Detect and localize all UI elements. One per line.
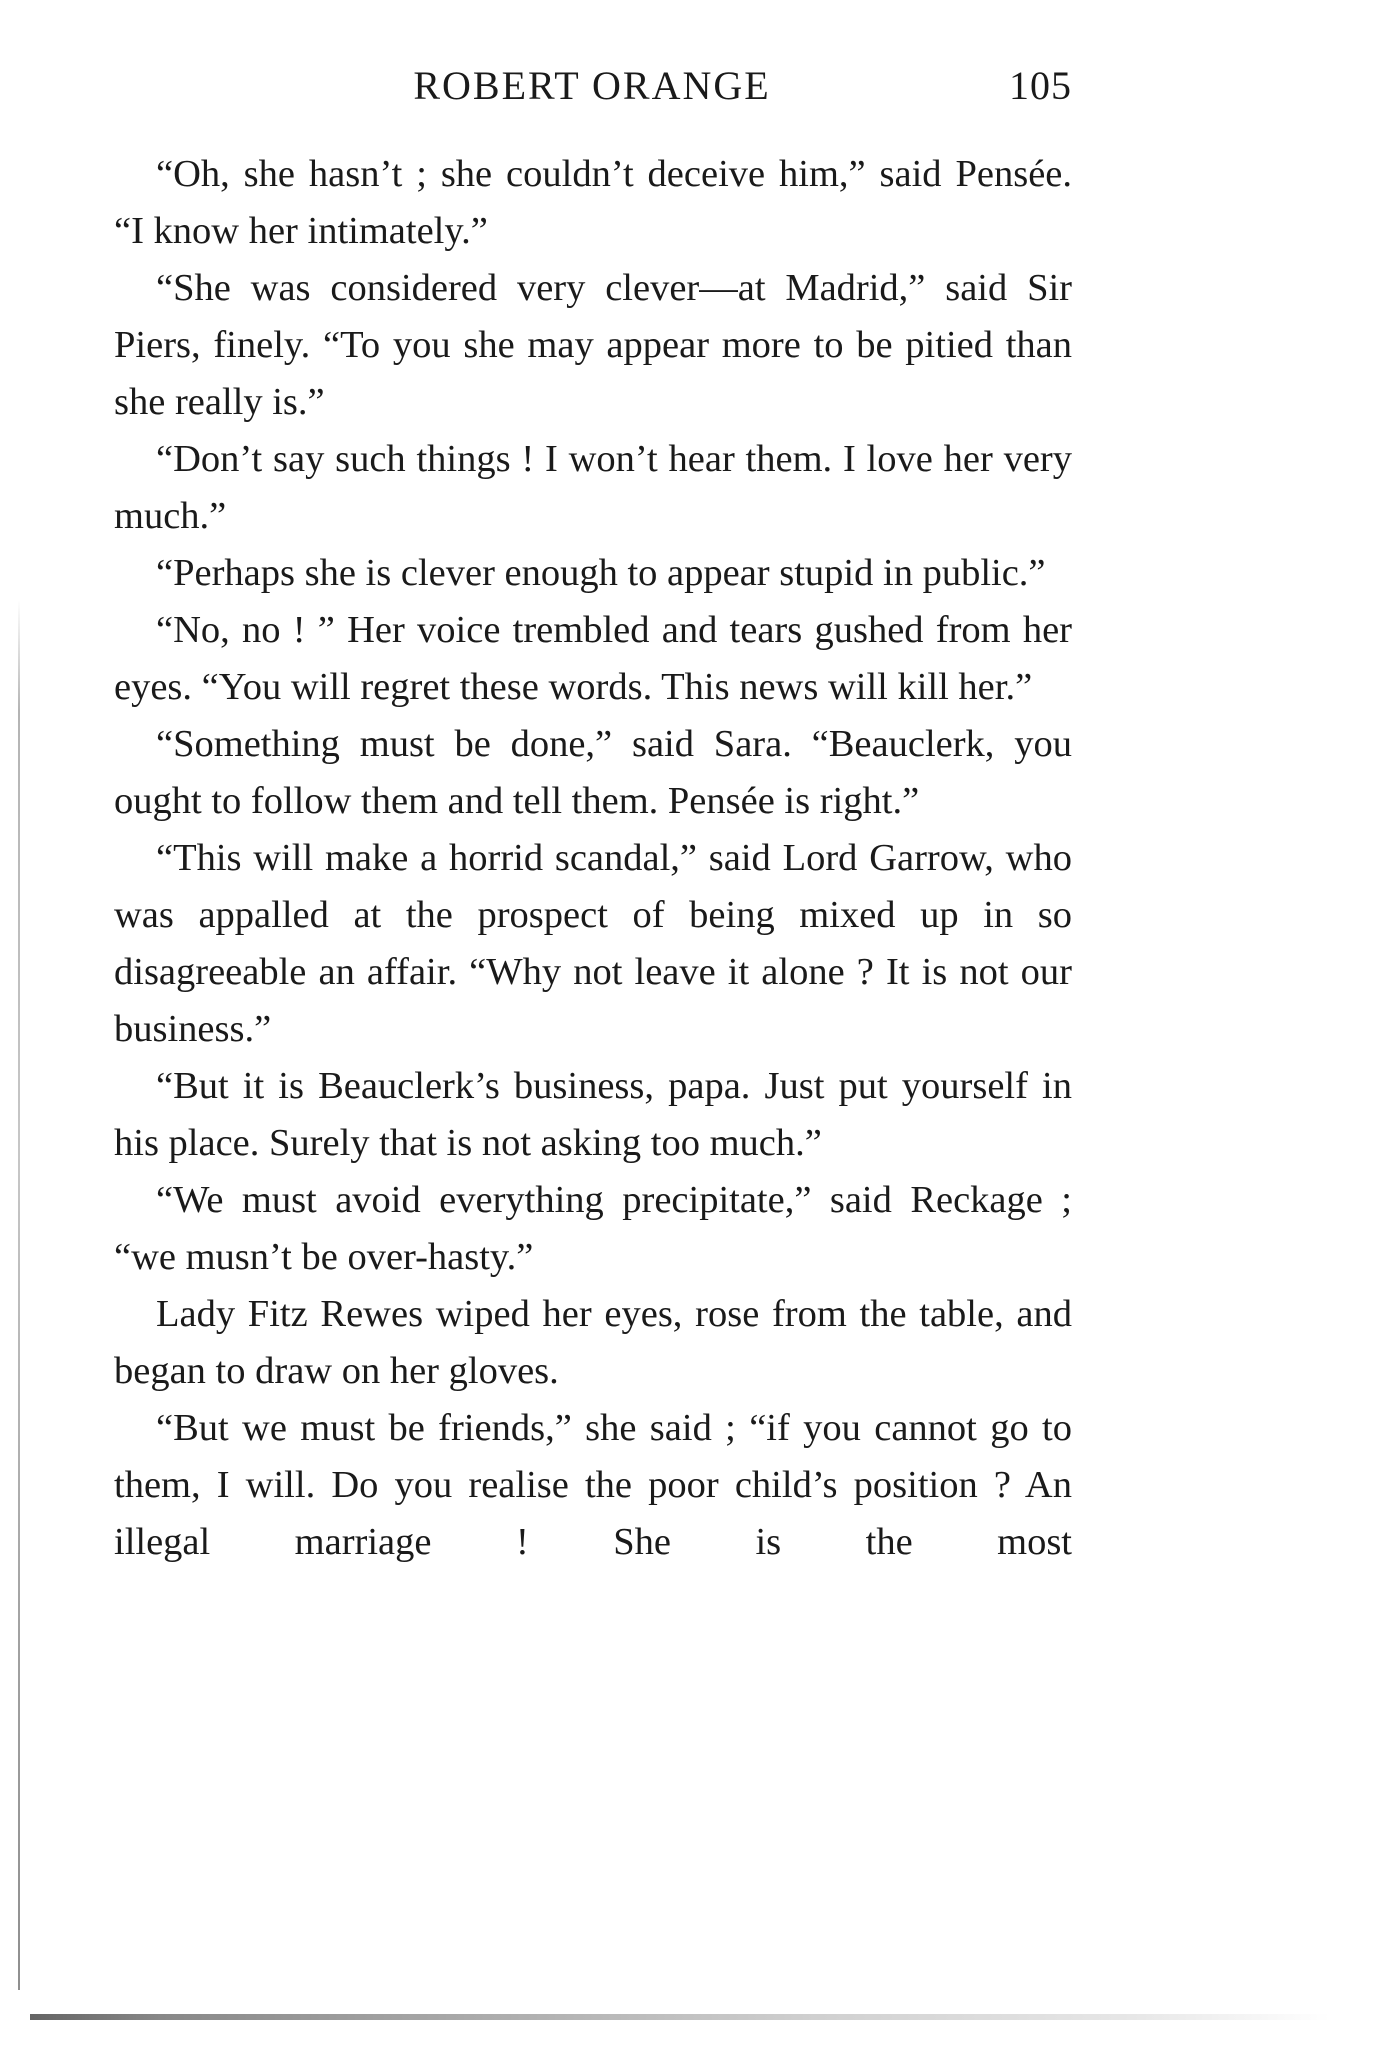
paragraph: “But we must be friends,” she said ; “if you cannot go to them, I will. Do you realise the poor child’s position ? An illegal marriage ! She is the most (114, 1407, 1072, 1563)
page-number: 105 (1009, 63, 1072, 108)
paragraph: “Perhaps she is clever enough to appear stupid in public.” (156, 552, 1046, 594)
scan-margin-shadow (18, 600, 20, 1990)
body-text (114, 146, 1072, 1571)
paragraph: “Don’t say such things ! I won’t hear them. I love her very much.” (114, 438, 1072, 537)
paragraph: Lady Fitz Rewes wiped her eyes, rose from the table, and began to draw on her gloves. (114, 1293, 1072, 1392)
paragraph: “Oh, she hasn’t ; she couldn’t deceive him,” said Pensée. “I know her intimately.” (114, 153, 1072, 252)
scan-bottom-edge (30, 2014, 1330, 2020)
paragraph: “But it is Beauclerk’s business, papa. Just put yourself in his place. Surely that is not asking too much.” (114, 1065, 1072, 1164)
running-head (112, 58, 1072, 114)
paragraph: “No, no ! ” Her voice trembled and tears gushed from her eyes. “You will regret these words. This news will kill her.” (114, 609, 1072, 708)
paragraph: “She was considered very clever—at Madrid,” said Sir Piers, finely. “To you she may appear more to be pitied than she really is.” (114, 267, 1072, 423)
running-title: ROBERT ORANGE (413, 63, 771, 108)
paragraph: “We must avoid everything precipitate,” said Reckage ; “we musn’t be over-hasty.” (114, 1179, 1072, 1278)
paragraph: “This will make a horrid scandal,” said Lord Garrow, who was appalled at the prospect of being mixed up in so disagreeable an affair. “Why not leave it alone ? It is not our business.” (114, 837, 1072, 1050)
paragraph: “Something must be done,” said Sara. “Beauclerk, you ought to follow them and tell them. Pensée is right.” (114, 723, 1072, 822)
